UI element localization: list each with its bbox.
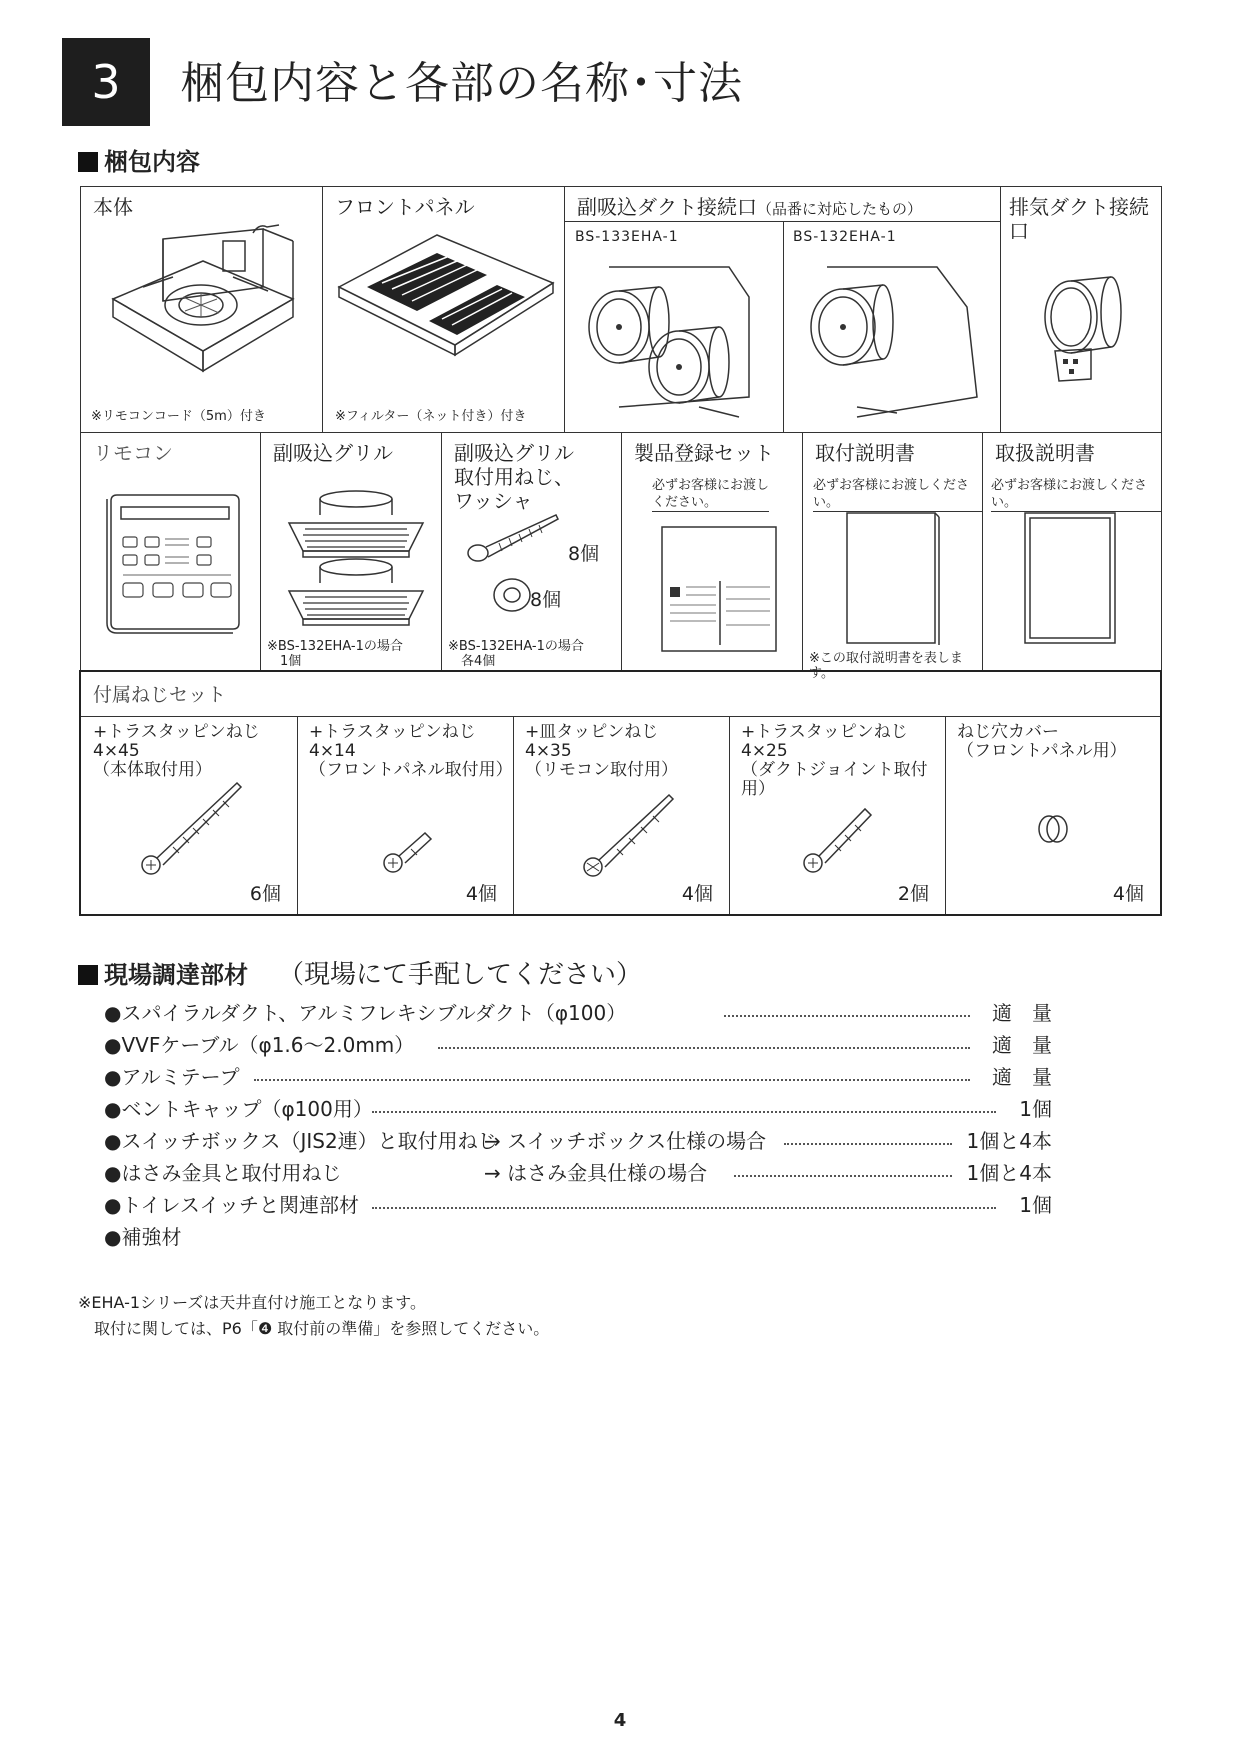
screw-label: +トラスタッピンねじ 4×45 （本体取付用） — [93, 722, 260, 780]
list-item: ●VVFケーブル（φ1.6～2.0mm） 適 量 — [104, 1033, 1052, 1057]
manual-illustration — [843, 509, 943, 649]
item-qty: 4個 — [1112, 883, 1144, 905]
list-item: ●スパイラルダクト、アルミフレキシブルダクト（φ100） 適 量 — [104, 1001, 1052, 1025]
screw-icon — [137, 779, 247, 879]
screw-label: +トラスタッピンねじ 4×14 （フロントパネル取付用） — [309, 722, 513, 780]
item-title: 副吸込グリル 取付用ねじ、 ワッシャ — [454, 441, 574, 513]
duct-connector-double-illustration — [579, 257, 779, 427]
must-hand-over-note: 必ずお客様にお渡し ください。 — [652, 478, 770, 510]
item-note: ※BS-132EHA-1の場合 各4個 — [448, 639, 584, 669]
footnote: ※EHA-1シリーズは天井直付け施工となります。 取付に関しては、P6「❹ 取付前の準備」を参照してください。 — [78, 1293, 550, 1338]
list-item: ●トイレスイッチと関連部材 1個 — [104, 1193, 1052, 1217]
screw-item — [729, 717, 946, 914]
item-qty: 8個 — [568, 543, 600, 565]
package-heading: 梱包内容 — [78, 142, 200, 177]
item-title: 副吸込グリル — [273, 441, 393, 465]
screw-icon — [464, 507, 564, 567]
package-item-sub-intake-duct — [564, 186, 1001, 433]
section-number: 3 — [62, 38, 150, 126]
grille-illustration — [281, 485, 431, 635]
item-qty: 4個 — [465, 883, 497, 905]
main-unit-illustration — [103, 221, 303, 391]
item-title: 取扱説明書 — [995, 441, 1095, 465]
screw-set-box — [79, 670, 1162, 916]
screw-item — [81, 717, 298, 914]
screw-item — [297, 717, 514, 914]
item-title: 製品登録セット — [634, 441, 774, 465]
package-item-user-manual — [982, 432, 1162, 672]
screw-set-title: 付属ねじセット — [93, 684, 227, 706]
screw-cover-icon — [1033, 809, 1073, 849]
item-title: 取付説明書 — [815, 441, 915, 465]
package-item-sub-intake-grille — [260, 432, 442, 672]
site-materials-heading: 現場調達部材 （現場にて手配してください） — [78, 954, 642, 991]
screw-icon — [381, 825, 441, 875]
must-hand-over-note: 必ずお客様にお渡しください。 — [991, 477, 1161, 512]
list-item: ●はさみ金具と取付用ねじ → はさみ金具仕様の場合 1個と4本 — [104, 1161, 1052, 1185]
item-title: 本体 — [93, 195, 133, 219]
must-hand-over-note: 必ずお客様にお渡しください。 — [813, 477, 982, 512]
remote-illustration — [105, 487, 245, 637]
exhaust-connector-illustration — [1041, 267, 1131, 387]
screw-label: +トラスタッピンねじ 4×25 （ダクトジョイント取付用） — [741, 722, 928, 799]
item-note: ※BS-132EHA-1の場合 1個 — [267, 639, 403, 669]
item-note: ※リモコンコード（5m）付き — [91, 409, 266, 424]
package-item-exhaust-duct — [1000, 186, 1162, 433]
divider — [783, 221, 784, 433]
list-item: ●アルミテープ 適 量 — [104, 1065, 1052, 1089]
screw-item — [945, 717, 1160, 914]
list-item: ●補強材 — [104, 1225, 182, 1249]
section-title: 梱包内容と各部の名称･寸法 — [180, 58, 743, 109]
item-qty: 8個 — [530, 589, 562, 611]
square-bullet-icon — [78, 152, 98, 172]
manual-illustration — [1021, 509, 1121, 649]
item-qty: 4個 — [681, 883, 713, 905]
package-item-remote — [80, 432, 261, 672]
square-bullet-icon — [78, 965, 98, 985]
package-item-registration-set — [621, 432, 803, 672]
list-item: ●スイッチボックス（JIS2連）と取付用ねじ → スイッチボックス仕様の場合 1個と4本 — [104, 1129, 1052, 1153]
screw-label: ねじ穴カバー （フロントパネル用） — [957, 722, 1127, 761]
item-title: フロントパネル — [335, 195, 475, 219]
registration-card-illustration — [660, 525, 780, 655]
package-item-grille-screws — [441, 432, 622, 672]
item-note: ※フィルター（ネット付き）付き — [335, 409, 527, 424]
item-title: 副吸込ダクト接続口（品番に対応したもの） — [577, 195, 923, 219]
item-title: 排気ダクト接続口 — [1009, 195, 1149, 243]
item-qty: 6個 — [249, 883, 281, 905]
item-note: ※この取付説明書を表します。 — [809, 651, 963, 681]
screw-icon — [579, 791, 679, 881]
list-item: ●ベントキャップ（φ100用） 1個 — [104, 1097, 1052, 1121]
model-label: BS-132EHA-1 — [793, 229, 897, 245]
package-item-installation-manual — [802, 432, 983, 681]
screw-icon — [799, 797, 879, 877]
screw-item — [513, 717, 730, 914]
model-label: BS-133EHA-1 — [575, 229, 679, 245]
duct-connector-single-illustration — [797, 257, 997, 427]
package-item-front-panel — [322, 186, 565, 433]
screw-label: +皿タッピンねじ 4×35 （リモコン取付用） — [525, 722, 678, 780]
package-item-main-unit — [80, 186, 323, 433]
page-number: 4 — [613, 1710, 627, 1731]
item-title: リモコン — [93, 441, 173, 465]
front-panel-illustration — [337, 227, 557, 377]
item-qty: 2個 — [897, 883, 929, 905]
